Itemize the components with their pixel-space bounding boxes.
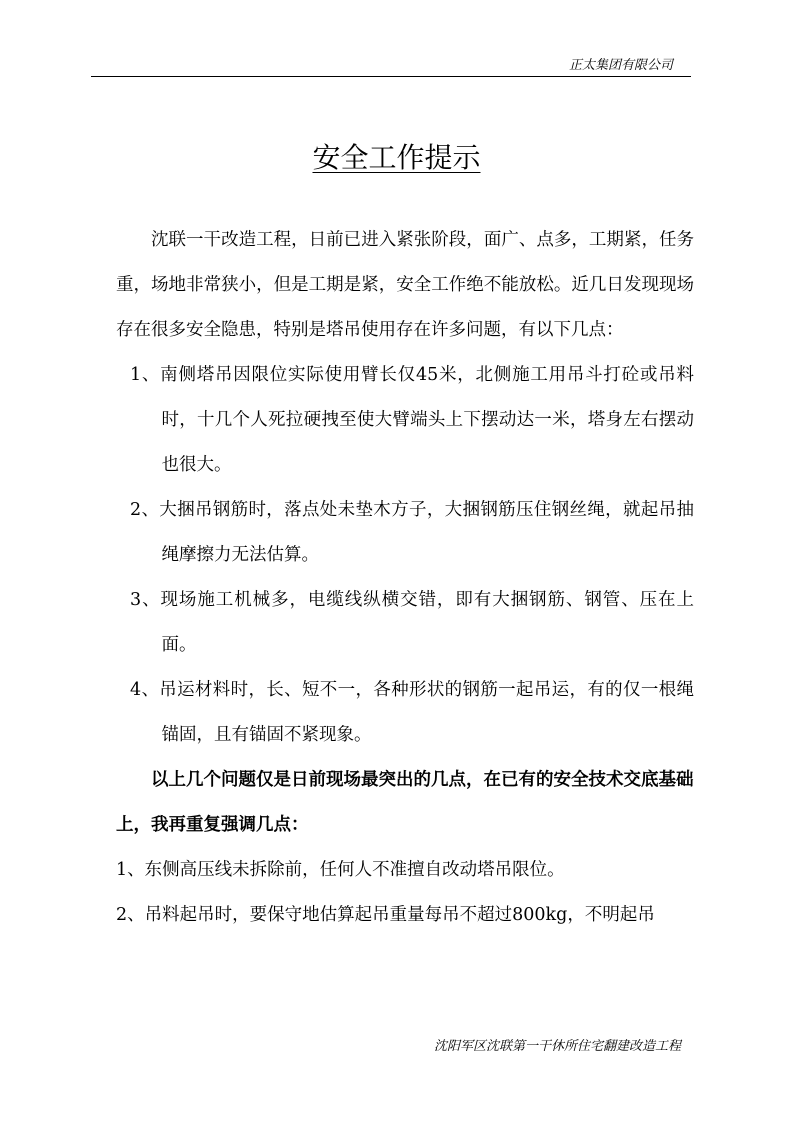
intro-paragraph: 沈联一干改造工程，日前已进入紧张阶段，面广、点多，工期紧，任务重，场地非常狭小，但是工期是紧，安全工作绝不能放松。近几日发现现场存在很多安全隐患，特别是塔吊使用存在许多问题，有以下几点： [116,230,694,340]
header-company-name: 正太集团有限公司 [568,58,673,73]
document-title [0,138,793,178]
document-body [116,218,694,938]
emphasis-paragraph: 以上几个问题仅是日前现场最突出的几点，在已有的安全技术交底基础上，我再重复强调几点： [116,770,694,835]
document-title-text: 安全工作提示 [312,141,481,174]
rule-item-1: 1、东侧高压线未拆除前，任何人不准擅自改动塔吊限位。 [116,860,565,880]
problem-item-4: 4、吊运材料时，长、短不一，各种形状的钢筋一起吊运，有的仅一根绳锚固，且有锚固不紧现象。 [130,680,694,745]
footer-project-name: 沈阳军区沈联第一干休所住宅翻建改造工程 [433,1039,681,1054]
problem-item-2: 2、大捆吊钢筋时，落点处未垫木方子，大捆钢筋压住钢丝绳，就起吊抽绳摩擦力无法估算。 [130,500,694,565]
problem-item-3: 3、现场施工机械多，电缆线纵横交错，即有大捆钢筋、钢管、压在上面。 [130,590,694,655]
problem-item-1: 1、南侧塔吊因限位实际使用臂长仅45米，北侧施工用吊斗打砼或吊料时，十几个人死拉硬拽至使大臂端头上下摆动达一米，塔身左右摆动也很大。 [130,365,694,475]
rule-item-2: 2、吊料起吊时，要保守地估算起吊重量每吊不超过800kg，不明起吊 [116,905,655,925]
header-divider [91,76,691,77]
